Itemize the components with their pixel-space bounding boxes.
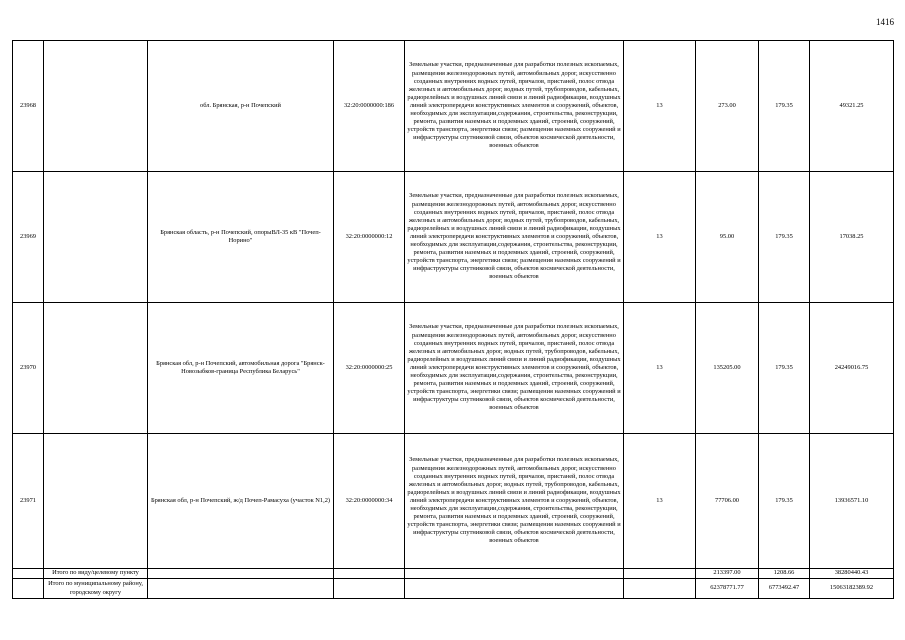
subtotal-row bbox=[13, 569, 894, 579]
cadastral-value-cell: 13936571.10 bbox=[810, 434, 894, 569]
cadastral-number-cell: 32:20:0000000:186 bbox=[334, 41, 405, 172]
total-rate: 6773492.47 bbox=[759, 579, 810, 599]
subtotal-rate: 1208.66 bbox=[759, 569, 810, 579]
rate-cell: 179.35 bbox=[759, 434, 810, 569]
empty-cell bbox=[405, 579, 624, 599]
subtotal-area: 213397.00 bbox=[696, 569, 759, 579]
category-code-cell: 13 bbox=[624, 434, 696, 569]
land-purpose-cell: Земельные участки, предназначенные для разработки полезных ископаемых, размещения железнодорожных путей, автомобильных дорог, искусственно созданных внутренних водных путей, причалов, пристаней, полос отвода железных и автомобильных дорог, водных путей, трубопроводов, кабельных, радиорелейных и воздушных линий связи и линий радиофикации, воздушных линий электропередачи конструктивных элементов и сооружений, объектов, необходимых для эксплуатации,содержания, строительства, реконструкции, ремонта, развития наземных и подземных зданий, строений, сооружений, устройств транспорта, энергетики связи; размещения наземных сооружений и инфраструктуры спутниковой связи, объектов космической деятельности, военных объектов bbox=[405, 434, 624, 569]
table-row bbox=[13, 172, 894, 303]
empty-cell bbox=[44, 41, 148, 172]
total-value: 15063182389.92 bbox=[810, 579, 894, 599]
subtotal-label: Итого по виду/целевому пункту bbox=[44, 569, 148, 579]
area-cell: 95.00 bbox=[696, 172, 759, 303]
empty-cell bbox=[334, 569, 405, 579]
land-purpose-cell: Земельные участки, предназначенные для разработки полезных ископаемых, размещения железнодорожных путей, автомобильных дорог, искусственно созданных внутренних водных путей, причалов, пристаней, полос отвода железных и автомобильных дорог, водных путей, трубопроводов, кабельных, радиорелейных и воздушных линий связи и линий радиофикации, воздушных линий электропередачи конструктивных элементов и сооружений, объектов, необходимых для эксплуатации,содержания, строительства, реконструкции, ремонта, развития наземных и подземных зданий, строений, сооружений, устройств транспорта, энергетики связи; размещения наземных сооружений и инфраструктуры спутниковой связи, объектов космической деятельности, военных объектов bbox=[405, 41, 624, 172]
land-purpose-cell: Земельные участки, предназначенные для разработки полезных ископаемых, размещения железнодорожных путей, автомобильных дорог, искусственно созданных внутренних водных путей, причалов, пристаней, полос отвода железных и автомобильных дорог, водных путей, трубопроводов, кабельных, радиорелейных и воздушных линий связи и линий радиофикации, воздушных линий электропередачи конструктивных элементов и сооружений, объектов, необходимых для эксплуатации,содержания, строительства, реконструкции, ремонта, развития наземных и подземных зданий, строений, сооружений, устройств транспорта, энергетики связи; размещения наземных сооружений и инфраструктуры спутниковой связи, объектов космической деятельности, военных объектов bbox=[405, 172, 624, 303]
table-row bbox=[13, 434, 894, 569]
category-code-cell: 13 bbox=[624, 303, 696, 434]
table-row bbox=[13, 41, 894, 172]
address-cell: обл. Брянская, р-н Почепский bbox=[148, 41, 334, 172]
empty-cell bbox=[624, 579, 696, 599]
row-id: 23970 bbox=[13, 303, 44, 434]
empty-cell bbox=[13, 579, 44, 599]
cadastral-value-cell: 49321.25 bbox=[810, 41, 894, 172]
cadastral-number-cell: 32:20:0000000:12 bbox=[334, 172, 405, 303]
cadastral-value-cell: 17038.25 bbox=[810, 172, 894, 303]
empty-cell bbox=[624, 569, 696, 579]
subtotal-value: 38280440.43 bbox=[810, 569, 894, 579]
land-purpose-cell: Земельные участки, предназначенные для разработки полезных ископаемых, размещения железнодорожных путей, автомобильных дорог, искусственно созданных внутренних водных путей, причалов, пристаней, полос отвода железных и автомобильных дорог, водных путей, трубопроводов, кабельных, радиорелейных и воздушных линий связи и линий радиофикации, воздушных линий электропередачи конструктивных элементов и сооружений, объектов, необходимых для эксплуатации,содержания, строительства, реконструкции, ремонта, развития наземных и подземных зданий, строений, сооружений, устройств транспорта, энергетики связи; размещения наземных сооружений и инфраструктуры спутниковой связи, объектов космической деятельности, военных объектов bbox=[405, 303, 624, 434]
cadastral-number-cell: 32:20:0000000:25 bbox=[334, 303, 405, 434]
address-cell: Брянская обл, р-н Почепский, автомобильная дорога "Брянск-Новозыбков-граница Республика Беларусь" bbox=[148, 303, 334, 434]
cadastral-register-table bbox=[12, 40, 894, 599]
empty-cell bbox=[13, 569, 44, 579]
empty-cell bbox=[44, 172, 148, 303]
empty-cell bbox=[44, 434, 148, 569]
cadastral-number-cell: 32:20:0000000:34 bbox=[334, 434, 405, 569]
category-code-cell: 13 bbox=[624, 172, 696, 303]
table-row bbox=[13, 303, 894, 434]
page-number: 1416 bbox=[876, 17, 894, 27]
area-cell: 77706.00 bbox=[696, 434, 759, 569]
total-row bbox=[13, 579, 894, 599]
rate-cell: 179.35 bbox=[759, 41, 810, 172]
rate-cell: 179.35 bbox=[759, 172, 810, 303]
area-cell: 273.00 bbox=[696, 41, 759, 172]
empty-cell bbox=[44, 303, 148, 434]
area-cell: 135205.00 bbox=[696, 303, 759, 434]
empty-cell bbox=[334, 579, 405, 599]
row-id: 23969 bbox=[13, 172, 44, 303]
rate-cell: 179.35 bbox=[759, 303, 810, 434]
cadastral-value-cell: 24249016.75 bbox=[810, 303, 894, 434]
row-id: 23971 bbox=[13, 434, 44, 569]
empty-cell bbox=[148, 579, 334, 599]
total-label: Итого по муниципальному району, городскому округу bbox=[44, 579, 148, 599]
address-cell: Брянская обл, р-н Почепский, ж/д Почеп-Рамасуха (участок N1,2) bbox=[148, 434, 334, 569]
address-cell: Брянская область, р-н Почепский, опорыВЛ-35 кВ "Почеп- Норино" bbox=[148, 172, 334, 303]
row-id: 23968 bbox=[13, 41, 44, 172]
empty-cell bbox=[148, 569, 334, 579]
total-area: 62378771.77 bbox=[696, 579, 759, 599]
empty-cell bbox=[405, 569, 624, 579]
category-code-cell: 13 bbox=[624, 41, 696, 172]
